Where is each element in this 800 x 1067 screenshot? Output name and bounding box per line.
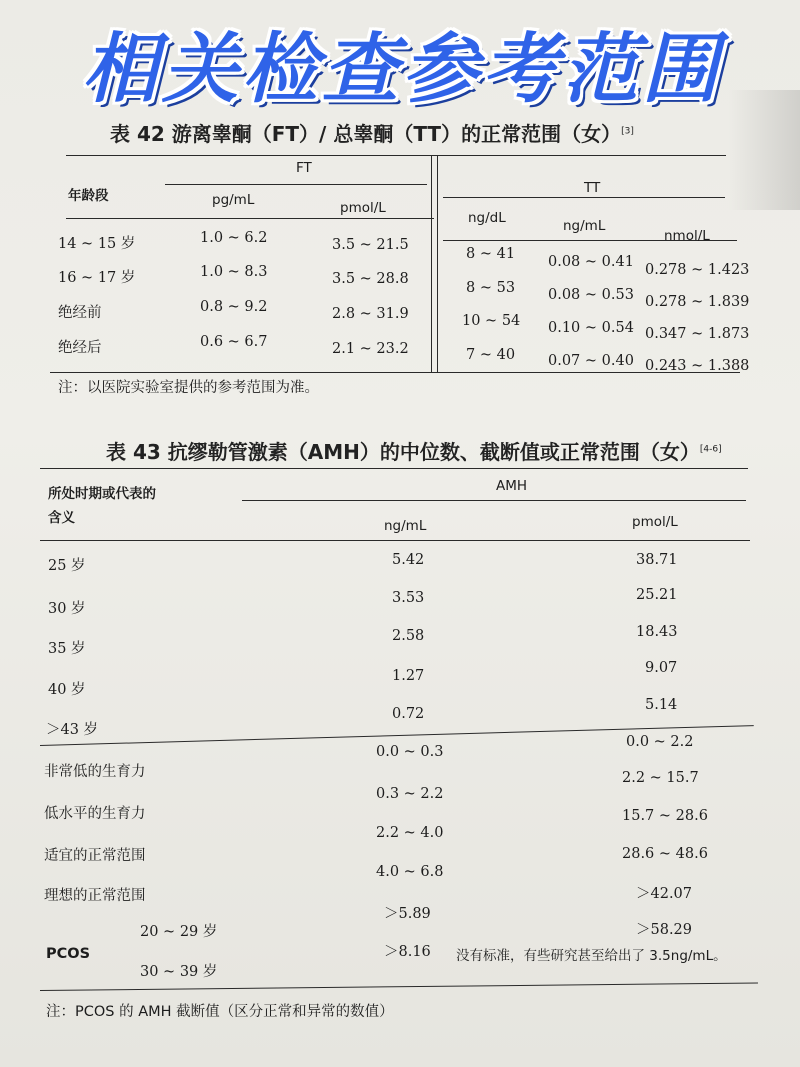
table43-cell: 9.07 xyxy=(645,660,678,676)
table42-cell: 0.278 ~ 1.423 xyxy=(645,262,750,278)
table43-amh-rule xyxy=(242,500,746,501)
table42-tt-header: TT xyxy=(584,180,601,196)
table42-unit-ft-pmol: pmol/L xyxy=(340,200,386,216)
table42-row-label: 绝经前 xyxy=(58,305,102,321)
table43-row-header-2: 含义 xyxy=(48,510,75,526)
table43-cell: 1.27 xyxy=(392,668,425,684)
table42-ft-header: FT xyxy=(296,160,312,176)
table42-caption: 表 42 游离睾酮（FT）/ 总睾酮（TT）的正常范围（女）[3] xyxy=(110,122,634,146)
table42-ft-rule xyxy=(165,184,427,185)
table43-cell: ＞8.16 xyxy=(384,944,431,960)
table43-unit-pmol: pmol/L xyxy=(632,514,678,530)
table42-cell: 8 ~ 41 xyxy=(466,246,516,262)
table43-unit-rule xyxy=(40,540,750,541)
table43-row-label: 非常低的生育力 xyxy=(44,764,146,780)
table42-top-rule xyxy=(66,155,726,156)
table42-cell: 0.08 ~ 0.53 xyxy=(548,287,634,303)
table42-cell: 1.0 ~ 8.3 xyxy=(200,264,268,280)
table43-note-trailing: 没有标准，有些研究甚至给出了 3.5ng/mL。 xyxy=(456,948,727,964)
table43-row-label: 40 岁 xyxy=(48,682,86,698)
banner-title: 相关检查参考范围 xyxy=(82,23,722,113)
table43-cell: 38.71 xyxy=(636,552,678,568)
table42-ft-unit-rule xyxy=(66,218,434,219)
table42-divider xyxy=(431,156,432,372)
table43-top-rule xyxy=(40,468,748,469)
table42-cell: 0.10 ~ 0.54 xyxy=(548,320,634,336)
table42-tt-rule xyxy=(443,197,725,198)
table42-cell: 7 ~ 40 xyxy=(466,347,516,363)
table43-note: 注：PCOS 的 AMH 截断值（区分正常和异常的数值） xyxy=(46,1004,394,1020)
table43-cell: 4.0 ~ 6.8 xyxy=(376,864,444,880)
table43-row-label: 25 岁 xyxy=(48,558,86,574)
table43-row-label: 理想的正常范围 xyxy=(44,888,146,904)
table42-cell: 8 ~ 53 xyxy=(466,280,516,296)
table42-cell: 0.07 ~ 0.40 xyxy=(548,353,634,369)
table42-row-label: 16 ~ 17 岁 xyxy=(58,270,136,286)
table43-row-label: 低水平的生育力 xyxy=(44,806,146,822)
table43-cell: 2.2 ~ 15.7 xyxy=(622,770,699,786)
table42-cell: 3.5 ~ 28.8 xyxy=(332,271,409,287)
table43-cell: 25.21 xyxy=(636,587,678,603)
table42-cell: 0.8 ~ 9.2 xyxy=(200,299,268,315)
table42-cell: 0.08 ~ 0.41 xyxy=(548,254,634,270)
table43-row-label: 适宜的正常范围 xyxy=(44,848,146,864)
table43-pcos-label: PCOS xyxy=(46,946,91,962)
table43-cell: 0.0 ~ 2.2 xyxy=(626,734,694,750)
table43-cell: 0.3 ~ 2.2 xyxy=(376,786,444,802)
table42-cell: 0.243 ~ 1.388 xyxy=(645,358,750,374)
table42-cell: 1.0 ~ 6.2 xyxy=(200,230,268,246)
table42-row-label: 14 ~ 15 岁 xyxy=(58,236,136,252)
table43-pcos-row-label: 20 ~ 29 岁 xyxy=(140,924,218,940)
table42-cell: 0.347 ~ 1.873 xyxy=(645,326,750,342)
table43-cell: 28.6 ~ 48.6 xyxy=(622,846,708,862)
table42-divider-2 xyxy=(437,156,438,372)
table43-cell: 18.43 xyxy=(636,624,678,640)
table43-row-label: 35 岁 xyxy=(48,641,86,657)
table43-row-label: ＞43 岁 xyxy=(46,722,99,738)
table42-cell: 2.8 ~ 31.9 xyxy=(332,306,409,322)
table43-row-label: 30 岁 xyxy=(48,601,86,617)
table43-cell: 2.2 ~ 4.0 xyxy=(376,825,444,841)
table42-row-label: 绝经后 xyxy=(58,340,102,356)
table43-amh-header: AMH xyxy=(496,478,528,494)
table43-cell: ＞58.29 xyxy=(636,922,693,938)
table42-row-header: 年龄段 xyxy=(68,188,109,204)
table42-note: 注：以医院实验室提供的参考范围为准。 xyxy=(58,380,319,396)
table43-unit-ng: ng/mL xyxy=(384,518,427,534)
table42-cell: 10 ~ 54 xyxy=(462,313,521,329)
table43-cell: ＞42.07 xyxy=(636,886,693,902)
table42-unit-tt-ngml: ng/mL xyxy=(563,218,606,234)
table43-row-header-1: 所处时期或代表的 xyxy=(48,486,156,502)
table43-cell: 5.42 xyxy=(392,552,425,568)
table43-cell: 0.72 xyxy=(392,706,425,722)
table42-cell: 3.5 ~ 21.5 xyxy=(332,237,409,253)
table43-cell: 15.7 ~ 28.6 xyxy=(622,808,708,824)
table42-unit-tt-ngdl: ng/dL xyxy=(468,210,506,226)
table42-cell: 0.278 ~ 1.839 xyxy=(645,294,750,310)
table42-bottom-rule xyxy=(50,372,740,373)
table42-cell: 2.1 ~ 23.2 xyxy=(332,341,409,357)
table43-cell: 2.58 xyxy=(392,628,425,644)
table42-unit-tt-nmol: nmol/L xyxy=(664,228,710,244)
table43-cell: 5.14 xyxy=(645,697,678,713)
table43-bottom-rule xyxy=(40,982,758,991)
table42-unit-ft-pg: pg/mL xyxy=(212,192,255,208)
table43-cell: ＞5.89 xyxy=(384,906,431,922)
table43-cell: 3.53 xyxy=(392,590,425,606)
table43-caption: 表 43 抗缪勒管激素（AMH）的中位数、截断值或正常范围（女）[4-6] xyxy=(106,440,722,464)
table43-pcos-row-label: 30 ~ 39 岁 xyxy=(140,964,218,980)
table42-cell: 0.6 ~ 6.7 xyxy=(200,334,268,350)
page-shadow xyxy=(728,90,800,210)
table43-cell: 0.0 ~ 0.3 xyxy=(376,744,444,760)
